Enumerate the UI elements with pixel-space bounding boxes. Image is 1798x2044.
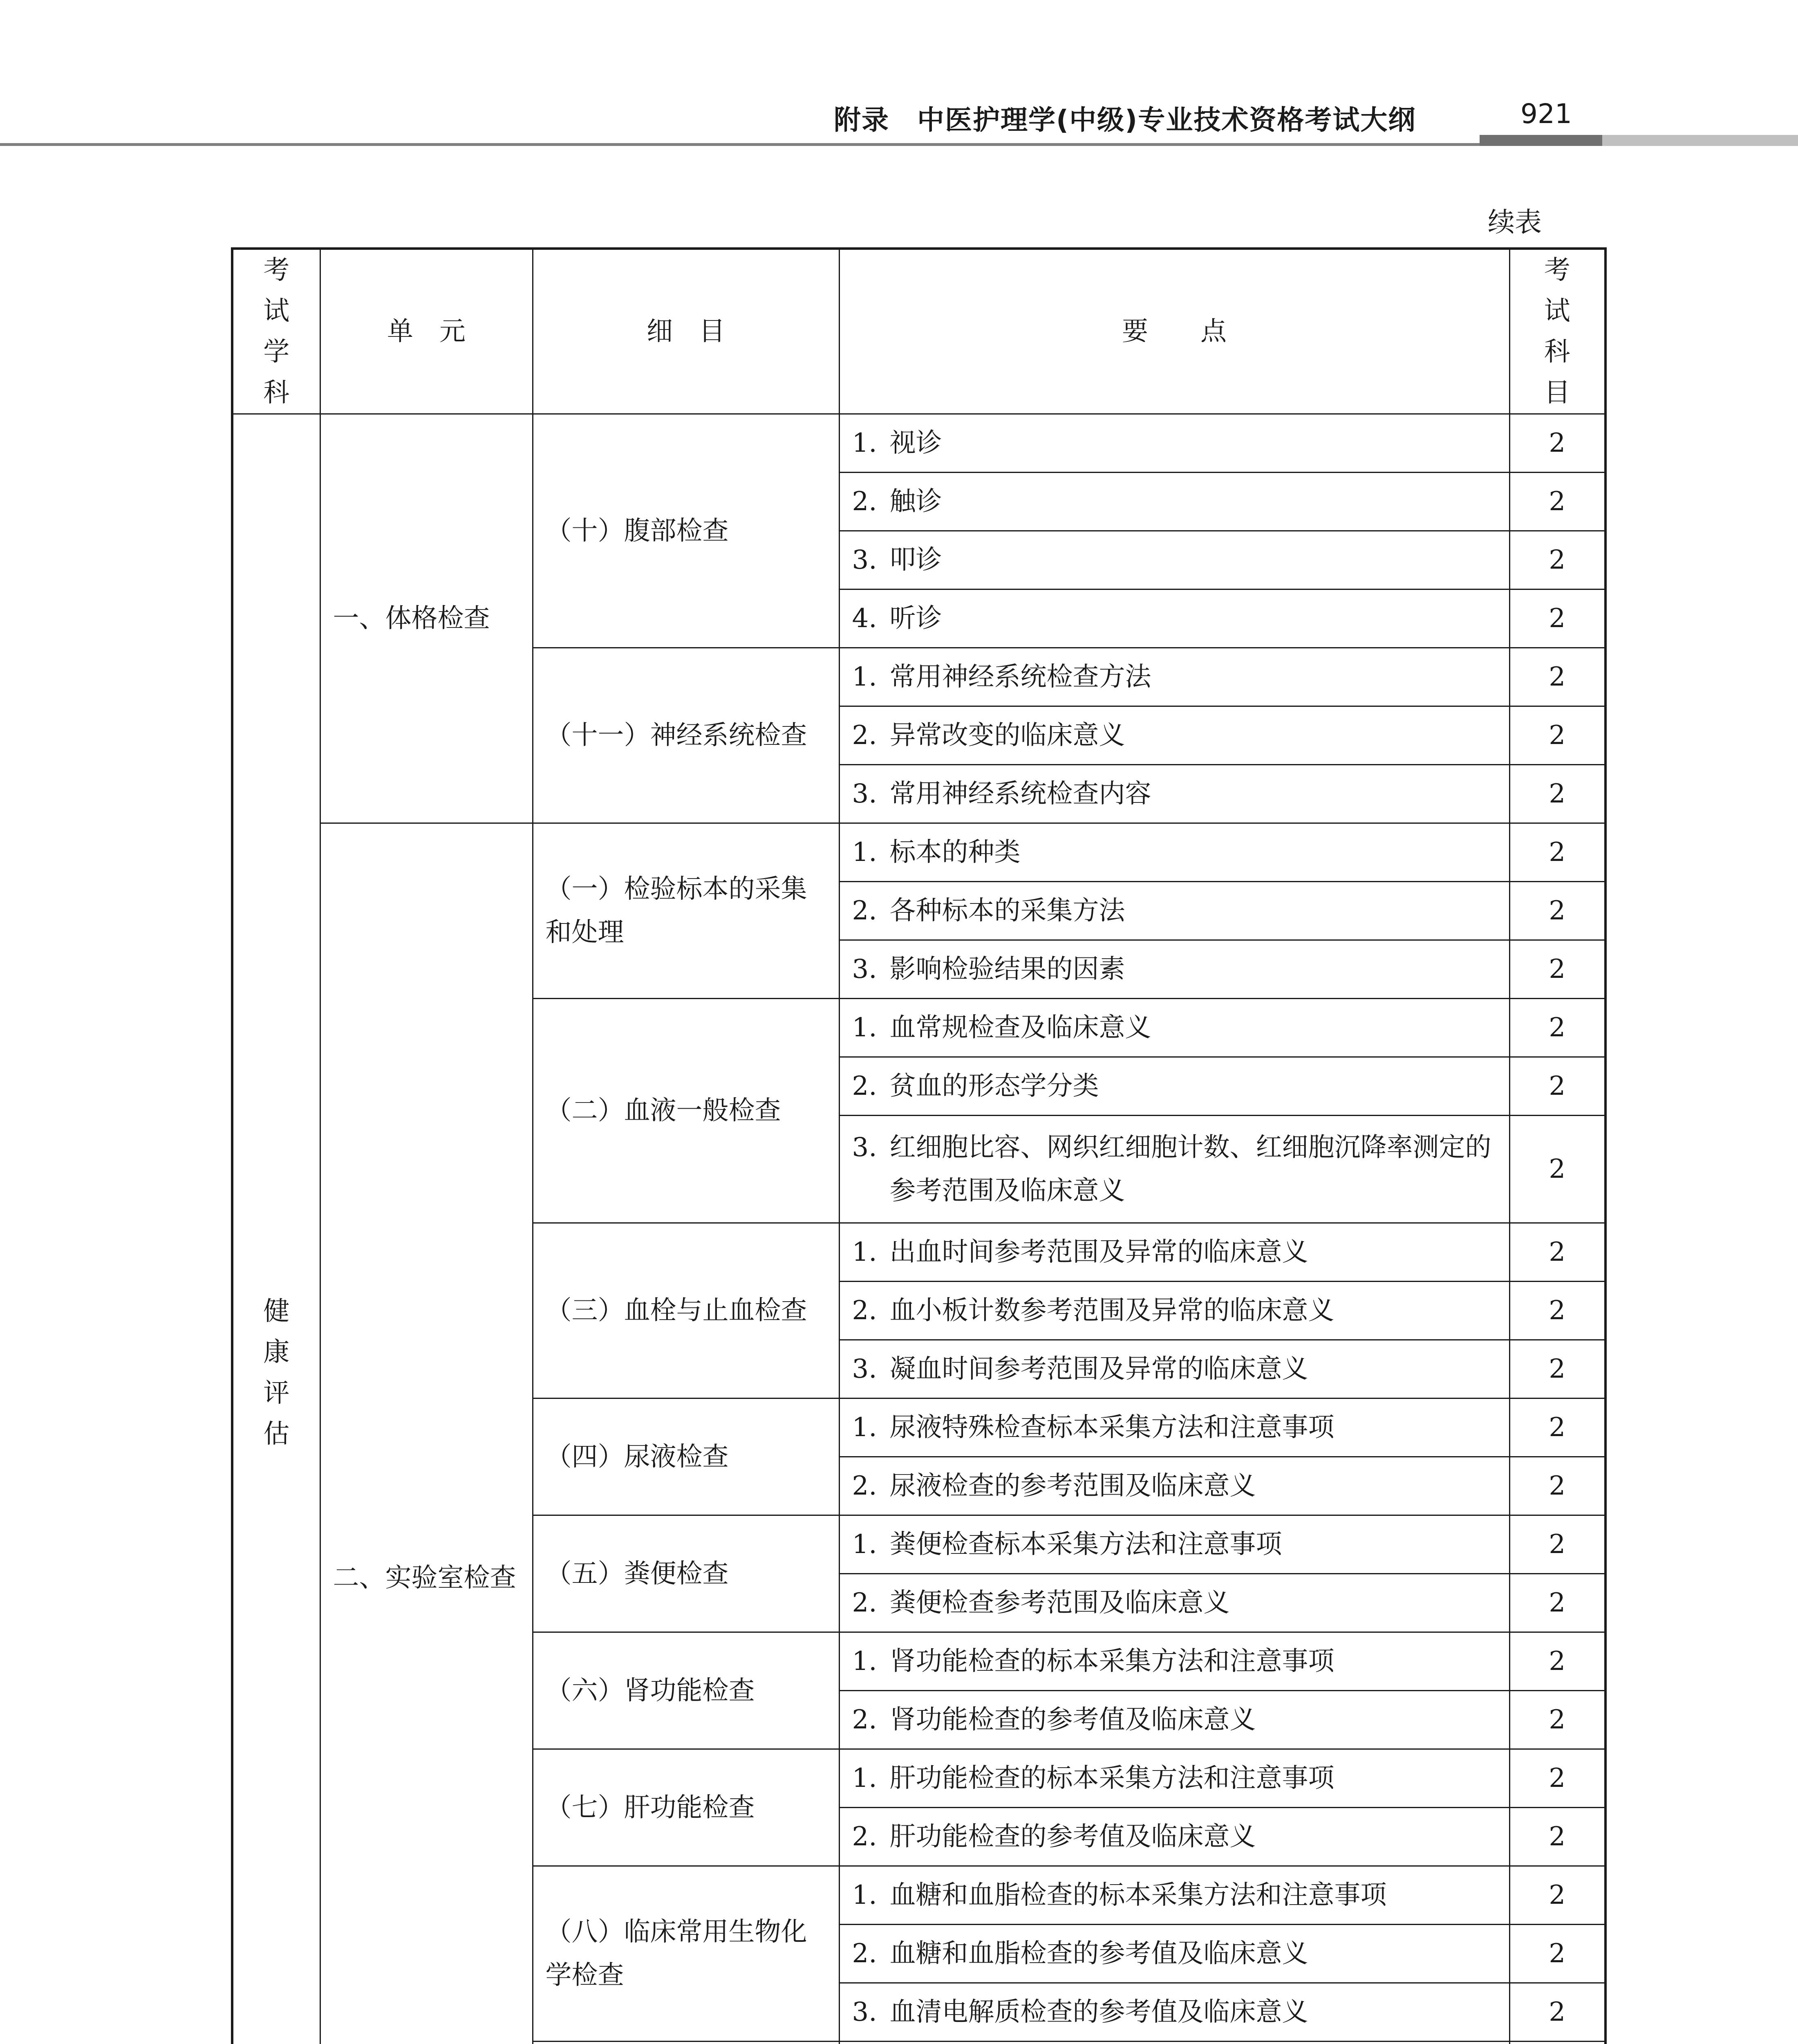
point-cell bbox=[839, 1223, 1509, 1282]
score-cell: 2 bbox=[1509, 1340, 1605, 1399]
item-cell: （十）腹部检查 bbox=[533, 414, 839, 648]
score-cell: 2 bbox=[1509, 1399, 1605, 1457]
point-cell bbox=[839, 473, 1509, 531]
point-cell bbox=[839, 414, 1509, 473]
score-cell: 2 bbox=[1509, 1925, 1605, 1983]
point-cell bbox=[839, 765, 1509, 823]
point-cell bbox=[839, 1866, 1509, 1925]
point-number: 3. bbox=[852, 1132, 877, 1163]
header-rule bbox=[0, 143, 1480, 146]
point-number: 2. bbox=[852, 1705, 877, 1735]
score-cell: 2 bbox=[1509, 1574, 1605, 1632]
point-text: 血糖和血脂检查的参考值及临床意义 bbox=[889, 1939, 1308, 1969]
point-number: 1. bbox=[852, 1237, 877, 1267]
running-header bbox=[0, 0, 1798, 151]
point-number: 3. bbox=[852, 779, 877, 809]
point-number: 1. bbox=[852, 1529, 877, 1560]
point-number: 2. bbox=[852, 1822, 877, 1852]
syllabus-table bbox=[231, 247, 1607, 2044]
point-number: 2. bbox=[852, 486, 877, 517]
point-cell bbox=[839, 1691, 1509, 1749]
point-cell bbox=[839, 882, 1509, 940]
table-body bbox=[232, 414, 1605, 2044]
score-cell: 2 bbox=[1509, 589, 1605, 648]
score-cell: 2 bbox=[1509, 1749, 1605, 1808]
point-cell bbox=[839, 1399, 1509, 1457]
point-text: 粪便检查标本采集方法和注意事项 bbox=[889, 1529, 1282, 1560]
point-text: 凝血时间参考范围及异常的临床意义 bbox=[889, 1354, 1308, 1384]
item-cell bbox=[533, 2042, 839, 2044]
point-text: 视诊 bbox=[889, 428, 942, 458]
score-cell: 2 bbox=[1509, 999, 1605, 1057]
point-cell bbox=[839, 531, 1509, 589]
score-cell bbox=[1509, 2042, 1605, 2044]
score-cell: 2 bbox=[1509, 706, 1605, 765]
point-number: 2. bbox=[852, 1588, 877, 1618]
point-number: 1. bbox=[852, 662, 877, 692]
point-text: 常用神经系统检查方法 bbox=[889, 662, 1151, 692]
score-cell: 2 bbox=[1509, 765, 1605, 823]
point-number: 1. bbox=[852, 1763, 877, 1793]
unit-cell: 一、体格检查 bbox=[320, 414, 533, 823]
column-header-item: 细 目 bbox=[533, 249, 839, 414]
point-cell bbox=[839, 1057, 1509, 1116]
score-cell: 2 bbox=[1509, 1457, 1605, 1515]
item-cell: （十一）神经系统检查 bbox=[533, 648, 839, 823]
point-number: 2. bbox=[852, 1939, 877, 1969]
item-cell: （五）粪便检查 bbox=[533, 1515, 839, 1632]
point-text: 异常改变的临床意义 bbox=[889, 720, 1125, 751]
score-cell: 2 bbox=[1509, 1808, 1605, 1866]
point-number: 2. bbox=[852, 1071, 877, 1101]
point-number: 3. bbox=[852, 1997, 877, 2027]
point-cell bbox=[839, 1340, 1509, 1399]
point-text: 肾功能检查的参考值及临床意义 bbox=[889, 1705, 1256, 1735]
point-text: 粪便检查参考范围及临床意义 bbox=[889, 1588, 1230, 1618]
item-cell: （四）尿液检查 bbox=[533, 1399, 839, 1515]
point-text: 血小板计数参考范围及异常的临床意义 bbox=[889, 1295, 1335, 1326]
point-text: 血清电解质检查的参考值及临床意义 bbox=[889, 1997, 1308, 2027]
column-header-score: 考试科目 bbox=[1509, 249, 1605, 414]
point-text: 各种标本的采集方法 bbox=[889, 896, 1125, 926]
point-text: 影响检验结果的因素 bbox=[889, 954, 1125, 984]
score-cell: 2 bbox=[1509, 1282, 1605, 1340]
score-cell: 2 bbox=[1509, 648, 1605, 706]
point-text: 肾功能检查的标本采集方法和注意事项 bbox=[889, 1646, 1335, 1676]
table-header-row bbox=[232, 249, 1605, 414]
point-number: 3. bbox=[852, 545, 877, 575]
point-text: 触诊 bbox=[889, 486, 942, 517]
point-text: 肝功能检查的标本采集方法和注意事项 bbox=[889, 1763, 1335, 1793]
score-cell: 2 bbox=[1509, 473, 1605, 531]
point-text: 听诊 bbox=[889, 603, 942, 634]
item-cell: （八）临床常用生物化学检查 bbox=[533, 1866, 839, 2042]
score-cell: 2 bbox=[1509, 823, 1605, 882]
point-cell bbox=[839, 1749, 1509, 1808]
column-header-subject: 考试学科 bbox=[232, 249, 320, 414]
point-text: 血常规检查及临床意义 bbox=[889, 1013, 1151, 1043]
score-cell: 2 bbox=[1509, 1632, 1605, 1691]
point-text: 血糖和血脂检查的标本采集方法和注意事项 bbox=[889, 1880, 1387, 1910]
point-number: 1. bbox=[852, 1013, 877, 1043]
point-number: 2. bbox=[852, 1295, 877, 1326]
point-text: 尿液特殊检查标本采集方法和注意事项 bbox=[889, 1412, 1335, 1443]
score-cell: 2 bbox=[1509, 882, 1605, 940]
point-number: 2. bbox=[852, 720, 877, 751]
unit-cell: 二、实验室检查 bbox=[320, 823, 533, 2044]
score-cell: 2 bbox=[1509, 1057, 1605, 1116]
point-cell bbox=[839, 648, 1509, 706]
table-row bbox=[232, 823, 1605, 882]
point-cell bbox=[839, 1925, 1509, 1983]
point-number: 2. bbox=[852, 896, 877, 926]
subject-cell: 健康评估 bbox=[232, 414, 320, 2044]
point-cell bbox=[839, 1282, 1509, 1340]
item-cell: （三）血栓与止血检查 bbox=[533, 1223, 839, 1399]
point-number: 2. bbox=[852, 1471, 877, 1501]
item-cell: （二）血液一般检查 bbox=[533, 999, 839, 1223]
point-text: 常用神经系统检查内容 bbox=[889, 779, 1151, 809]
point-cell bbox=[839, 589, 1509, 648]
point-cell bbox=[839, 2042, 1509, 2044]
point-cell bbox=[839, 1574, 1509, 1632]
point-number: 1. bbox=[852, 1412, 877, 1443]
point-cell bbox=[839, 940, 1509, 999]
point-number: 1. bbox=[852, 1880, 877, 1910]
score-cell: 2 bbox=[1509, 531, 1605, 589]
score-cell: 2 bbox=[1509, 940, 1605, 999]
point-text: 标本的种类 bbox=[889, 837, 1021, 867]
point-number: 1. bbox=[852, 837, 877, 867]
score-cell: 2 bbox=[1509, 1983, 1605, 2042]
item-cell: （六）肾功能检查 bbox=[533, 1632, 839, 1749]
point-text: 叩诊 bbox=[889, 545, 942, 575]
header-title: 附录 中医护理学(中级)专业技术资格考试大纲 bbox=[834, 104, 1416, 136]
point-cell bbox=[839, 1983, 1509, 2042]
score-cell: 2 bbox=[1509, 1515, 1605, 1574]
score-cell: 2 bbox=[1509, 1691, 1605, 1749]
table-row bbox=[232, 414, 1605, 473]
point-number: 1. bbox=[852, 428, 877, 458]
score-cell: 2 bbox=[1509, 1116, 1605, 1223]
point-text: 肝功能检查的参考值及临床意义 bbox=[889, 1822, 1256, 1852]
point-number: 4. bbox=[852, 603, 877, 634]
point-number: 3. bbox=[852, 954, 877, 984]
point-cell bbox=[839, 1632, 1509, 1691]
point-cell bbox=[839, 999, 1509, 1057]
point-text: 出血时间参考范围及异常的临床意义 bbox=[889, 1237, 1308, 1267]
item-cell: （七）肝功能检查 bbox=[533, 1749, 839, 1866]
point-number: 3. bbox=[852, 1354, 877, 1384]
point-text: 红细胞比容、网织红细胞计数、红细胞沉降率测定的参考范围及临床意义 bbox=[889, 1132, 1491, 1206]
point-text: 尿液检查的参考范围及临床意义 bbox=[889, 1471, 1256, 1501]
point-cell bbox=[839, 1116, 1509, 1223]
column-header-point: 要 点 bbox=[839, 249, 1509, 414]
score-cell: 2 bbox=[1509, 414, 1605, 473]
continued-label: 续表 bbox=[1488, 206, 1542, 238]
point-cell bbox=[839, 706, 1509, 765]
header-rule-light-block bbox=[1602, 135, 1798, 146]
point-cell bbox=[839, 1808, 1509, 1866]
page-number: 921 bbox=[1520, 98, 1572, 130]
header-rule-dark-block bbox=[1480, 135, 1602, 146]
score-cell: 2 bbox=[1509, 1866, 1605, 1925]
point-cell bbox=[839, 1457, 1509, 1515]
point-text: 贫血的形态学分类 bbox=[889, 1071, 1099, 1101]
column-header-unit: 单 元 bbox=[320, 249, 533, 414]
point-cell bbox=[839, 1515, 1509, 1574]
score-cell: 2 bbox=[1509, 1223, 1605, 1282]
point-number: 1. bbox=[852, 1646, 877, 1676]
item-cell: （一）检验标本的采集和处理 bbox=[533, 823, 839, 999]
point-cell bbox=[839, 823, 1509, 882]
